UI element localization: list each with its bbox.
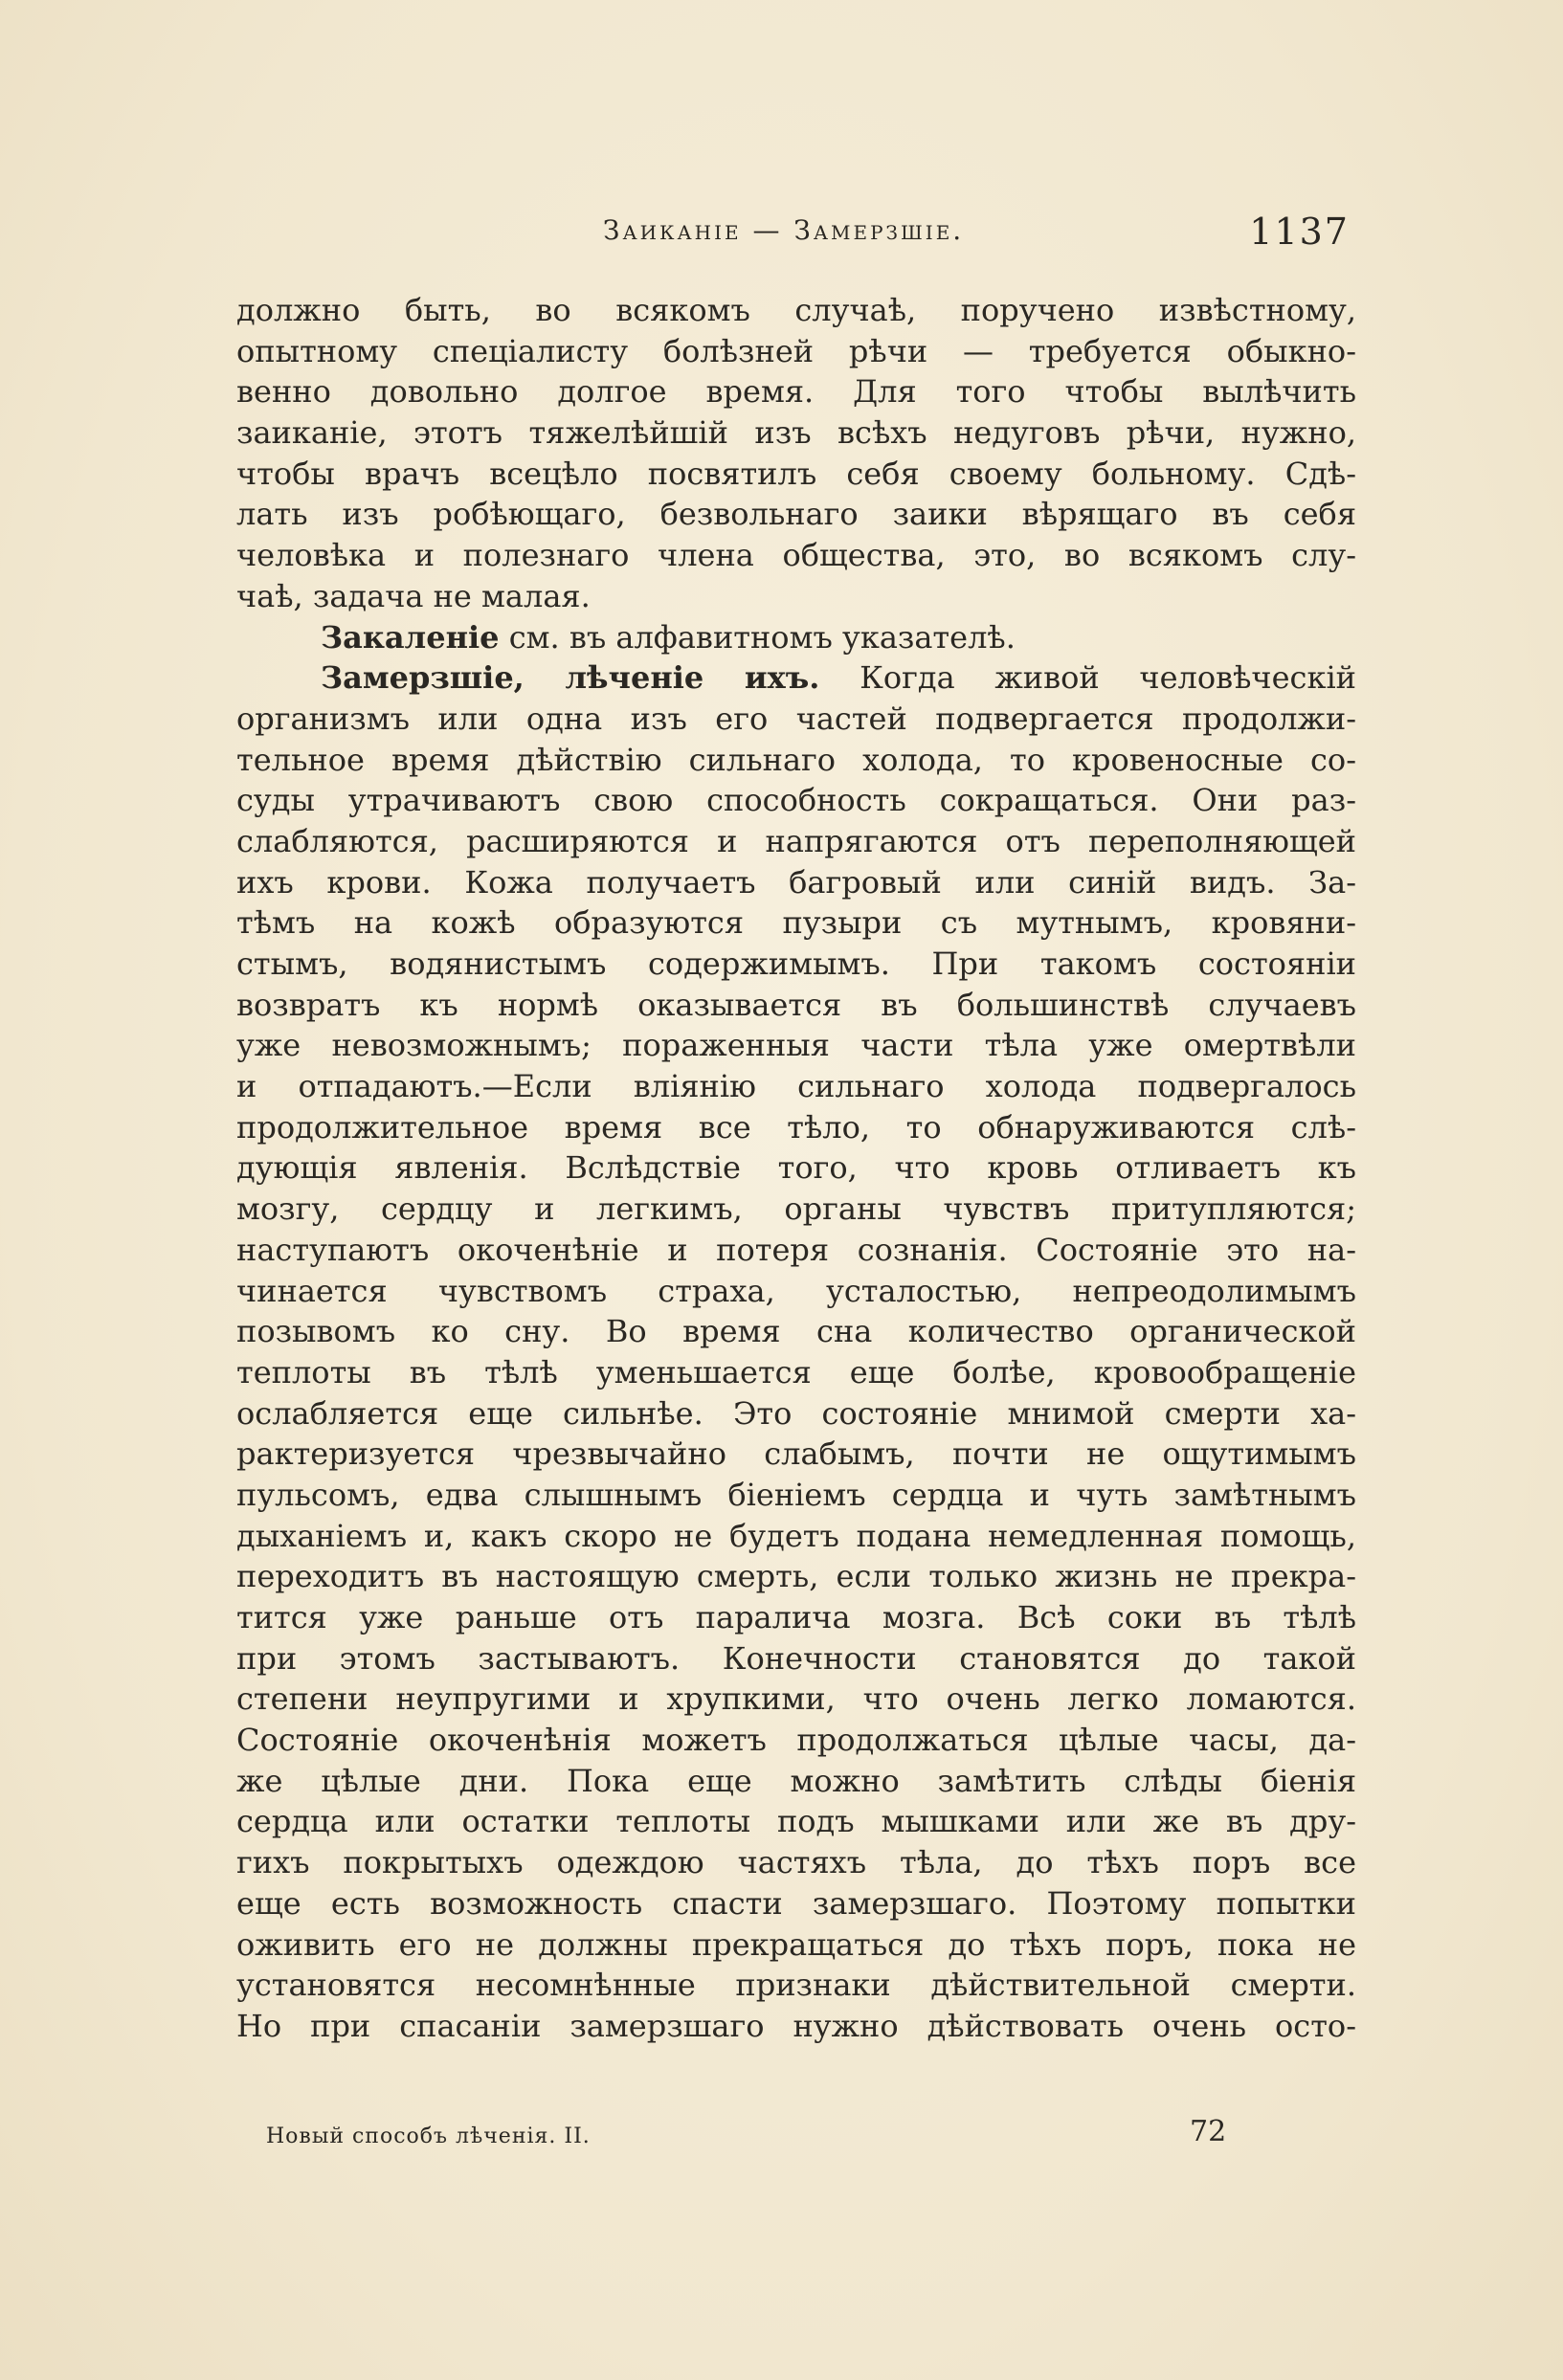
text-line: Но при спасаніи замерзшаго нужно дѣйствовать очень осто-: [236, 2007, 1356, 2044]
text-line: еще есть возможность спасти замерзшаго. Поэтому попытки: [236, 1884, 1356, 1922]
entry-text: см. въ алфавитномъ указателѣ.: [508, 618, 1016, 656]
text-line: переходитъ въ настоящую смерть, если только жизнь не прекра-: [236, 1558, 1356, 1595]
running-title: Заиканіе — Замерзшіе.: [603, 214, 965, 246]
text-line: суды утрачиваютъ свою способность сокращаться. Они раз-: [236, 782, 1356, 819]
footer-book-title: Новый способъ лѣченія. II.: [266, 2124, 591, 2148]
text-line: степени неупругими и хрупкими, что очень легко ломаются.: [236, 1680, 1356, 1718]
text-line: тится уже раньше отъ паралича мозга. Всѣ соки въ тѣлѣ: [236, 1599, 1356, 1635]
text-line: дующія явленія. Вслѣдствіе того, что кровь отливаетъ къ: [236, 1149, 1356, 1187]
text-line: должно быть, во всякомъ случаѣ, поручено извѣстному,: [236, 292, 1356, 328]
text-line: опытному спеціалисту болѣзней рѣчи — требуется обыкно-: [236, 332, 1356, 369]
text-line: организмъ или одна изъ его частей подвергается продолжи-: [236, 700, 1356, 737]
text-line: ослабляется еще сильнѣе. Это состояніе мнимой смерти ха-: [236, 1394, 1356, 1432]
text-line: оживить его не должны прекращаться до тѣхъ поръ, пока не: [236, 1925, 1356, 1963]
signature-mark: 72: [1190, 2115, 1227, 2148]
text-line: гихъ покрытыхъ одеждою частяхъ тѣла, до тѣхъ поръ все: [236, 1844, 1356, 1881]
entry-zakalenie: [236, 617, 1356, 658]
text-line: человѣка и полезнаго члена общества, это, во всякомъ слу-: [236, 537, 1356, 574]
text-line: Состояніе окоченѣнія можетъ продолжаться цѣлые часы, да-: [236, 1722, 1356, 1759]
text-line: мозгу, сердцу и легкимъ, органы чувствъ притупляются;: [236, 1190, 1356, 1228]
text-line: уже невозможнымъ; пораженныя части тѣла уже омертвѣли: [236, 1027, 1356, 1064]
text-line: рактеризуется чрезвычайно слабымъ, почти не ощутимымъ: [236, 1435, 1356, 1473]
text-line: слабляются, расширяются и напрягаются отъ переполняющей: [236, 822, 1356, 859]
text-line: установятся несомнѣнные признаки дѣйствительной смерти.: [236, 1967, 1356, 2004]
text-line: сердца или остатки теплоты подъ мышками или же въ дру-: [236, 1803, 1356, 1840]
page-number: 1137: [1249, 211, 1350, 253]
text-line: же цѣлые дни. Пока еще можно замѣтить слѣды біенія: [236, 1762, 1356, 1799]
entry-term: Замерзшіе, лѣченіе ихъ.: [321, 659, 820, 697]
text-line: чтобы врачъ всецѣло посвятилъ себя своему больному. Сдѣ-: [236, 455, 1356, 492]
text-line: возвратъ къ нормѣ оказывается въ большинствѣ случаевъ: [236, 986, 1356, 1023]
text-line: позывомъ ко сну. Во время сна количество органической: [236, 1313, 1356, 1350]
running-head: [239, 211, 1350, 268]
text-line: тѣмъ на кожѣ образуются пузыри съ мутнымъ, кровяни-: [236, 904, 1356, 942]
entry-zamerzshie-first-line: [236, 657, 1356, 699]
text-line: венно довольно долгое время. Для того чтобы вылѣчить: [236, 373, 1356, 411]
text-line: лать изъ робѣющаго, безвольнаго заики вѣрящаго въ себя: [236, 496, 1356, 533]
text-line: при этомъ застываютъ. Конечности становятся до такой: [236, 1639, 1356, 1677]
body-text: [236, 290, 1356, 2047]
text-line: ихъ крови. Кожа получаетъ багровый или синій видъ. За-: [236, 863, 1356, 901]
text-line: тельное время дѣйствію сильнаго холода, то кровеносные со-: [236, 741, 1356, 778]
text-line: теплоты въ тѣлѣ уменьшается еще болѣе, кровообращеніе: [236, 1353, 1356, 1390]
text-line: чинается чувствомъ страха, усталостью, непреодолимымъ: [236, 1272, 1356, 1309]
text-line: дыханіемъ и, какъ скоро не будетъ подана немедленная помощь,: [236, 1517, 1356, 1554]
text-line: продолжительное время все тѣло, то обнаруживаются слѣ-: [236, 1108, 1356, 1146]
text-line: заиканіе, этотъ тяжелѣйшій изъ всѣхъ недуговъ рѣчи, нужно,: [236, 414, 1356, 452]
entry-text: Когда живой человѣческій: [860, 659, 1356, 697]
text-line: и отпадаютъ.—Если вліянію сильнаго холода подвергалось: [236, 1068, 1356, 1105]
page-footer: [266, 2115, 1227, 2163]
text-line: стымъ, водянистымъ содержимымъ. При такомъ состояніи: [236, 945, 1356, 982]
text-line: пульсомъ, едва слышнымъ біеніемъ сердца и чуть замѣтнымъ: [236, 1476, 1356, 1513]
entry-term: Закаленіе: [321, 618, 500, 656]
text-line: чаѣ, задача не малая.: [236, 577, 591, 614]
text-line: наступаютъ окоченѣніе и потеря сознанія. Состояніе это на-: [236, 1231, 1356, 1268]
